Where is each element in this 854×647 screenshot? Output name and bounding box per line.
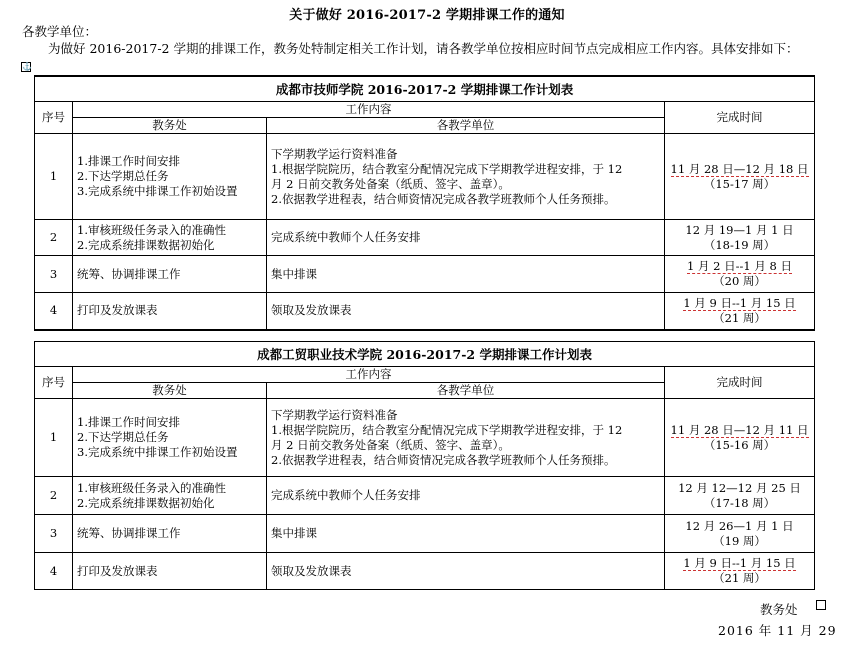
- row-office-tasks: 1.排课工作时间安排 2.下达学期总任务 3.完成系统中排课工作初始设置: [73, 399, 267, 477]
- row-seq: 4: [35, 293, 73, 330]
- row-office-tasks: 统筹、协调排课工作: [73, 256, 267, 293]
- row-unit-tasks: 集中排课: [267, 256, 665, 293]
- header-completion-time: 完成时间: [665, 367, 815, 399]
- notice-body: 为做好 2016-2017-2 学期的排课工作，教务处特制定相关工作计划，请各教学单位按相应时间节点完成相应工作内容。具体安排如下：: [48, 41, 799, 56]
- row-seq: 3: [35, 256, 73, 293]
- header-work-content: 工作内容: [73, 102, 665, 118]
- row-office-tasks: 1.审核班级任务录入的准确性 2.完成系统排课数据初始化: [73, 477, 267, 515]
- table-row: [35, 399, 815, 477]
- row-unit-tasks: 下学期教学运行资料准备 1.根据学院院历，结合教室分配情况完成下学期教学进程安排，于 12 月 2 日前交教务处备案（纸质、签字、盖章）。 2.依据教学进程表，结合师资情况完成各教学班教师个人任务预排。: [267, 134, 665, 220]
- row-seq: 4: [35, 553, 73, 590]
- schedule-table-2: [34, 341, 815, 590]
- table-row: [35, 553, 815, 590]
- row-office-tasks: 打印及发放课表: [73, 293, 267, 330]
- header-seq: 序号: [35, 102, 73, 134]
- header-academic-office: 教务处: [73, 383, 267, 399]
- object-anchor-icon: [816, 600, 826, 610]
- table-row: [35, 220, 815, 256]
- schedule-table-1: [34, 75, 815, 331]
- salutation: 各教学单位：: [22, 24, 98, 39]
- row-seq: 2: [35, 220, 73, 256]
- row-office-tasks: 统筹、协调排课工作: [73, 515, 267, 553]
- table-caption: 成都工贸职业技术学院 2016-2017-2 学期排课工作计划表: [35, 342, 815, 367]
- issue-date: 2016 年 11 月 29: [718, 623, 837, 638]
- notice-title: 关于做好 2016-2017-2 学期排课工作的通知: [289, 8, 565, 23]
- table-row: [35, 134, 815, 220]
- header-work-content: 工作内容: [73, 367, 665, 383]
- row-completion-time: 12 月 19—1 月 1 日 （18-19 周）: [665, 220, 815, 256]
- row-seq: 1: [35, 134, 73, 220]
- header-teaching-units: 各教学单位: [267, 118, 665, 134]
- row-unit-tasks: 集中排课: [267, 515, 665, 553]
- row-completion-time: 1 月 9 日--1 月 15 日 （21 周）: [665, 293, 815, 330]
- row-seq: 3: [35, 515, 73, 553]
- row-unit-tasks: 完成系统中教师个人任务安排: [267, 220, 665, 256]
- table-row: [35, 477, 815, 515]
- row-completion-time: 12 月 26—1 月 1 日 （19 周）: [665, 515, 815, 553]
- row-seq: 1: [35, 399, 73, 477]
- row-unit-tasks: 领取及发放课表: [267, 553, 665, 590]
- row-completion-time: 11 月 28 日—12 月 18 日 （15-17 周）: [665, 134, 815, 220]
- object-anchor-icon: ⚓: [22, 62, 32, 71]
- row-completion-time: 1 月 2 日--1 月 8 日 （20 周）: [665, 256, 815, 293]
- table-caption: 成都市技师学院 2016-2017-2 学期排课工作计划表: [35, 76, 815, 102]
- row-office-tasks: 打印及发放课表: [73, 553, 267, 590]
- row-completion-time: 12 月 12—12 月 25 日 （17-18 周）: [665, 477, 815, 515]
- row-office-tasks: 1.审核班级任务录入的准确性 2.完成系统排课数据初始化: [73, 220, 267, 256]
- header-academic-office: 教务处: [73, 118, 267, 134]
- header-teaching-units: 各教学单位: [267, 383, 665, 399]
- table-row: [35, 293, 815, 330]
- row-office-tasks: 1.排课工作时间安排 2.下达学期总任务 3.完成系统中排课工作初始设置: [73, 134, 267, 220]
- row-completion-time: 11 月 28 日—12 月 11 日 （15-16 周）: [665, 399, 815, 477]
- row-unit-tasks: 下学期教学运行资料准备 1.根据学院院历，结合教室分配情况完成下学期教学进程安排，于 12 月 2 日前交教务处备案（纸质、签字、盖章）。 2.依据教学进程表，结合师资情况完成各教学班教师个人任务预排。: [267, 399, 665, 477]
- header-seq: 序号: [35, 367, 73, 399]
- signature: 教务处: [760, 602, 798, 617]
- row-completion-time: 1 月 9 日--1 月 15 日 （21 周）: [665, 553, 815, 590]
- row-unit-tasks: 领取及发放课表: [267, 293, 665, 330]
- row-seq: 2: [35, 477, 73, 515]
- table-row: [35, 515, 815, 553]
- table-row: [35, 256, 815, 293]
- row-unit-tasks: 完成系统中教师个人任务安排: [267, 477, 665, 515]
- header-completion-time: 完成时间: [665, 102, 815, 134]
